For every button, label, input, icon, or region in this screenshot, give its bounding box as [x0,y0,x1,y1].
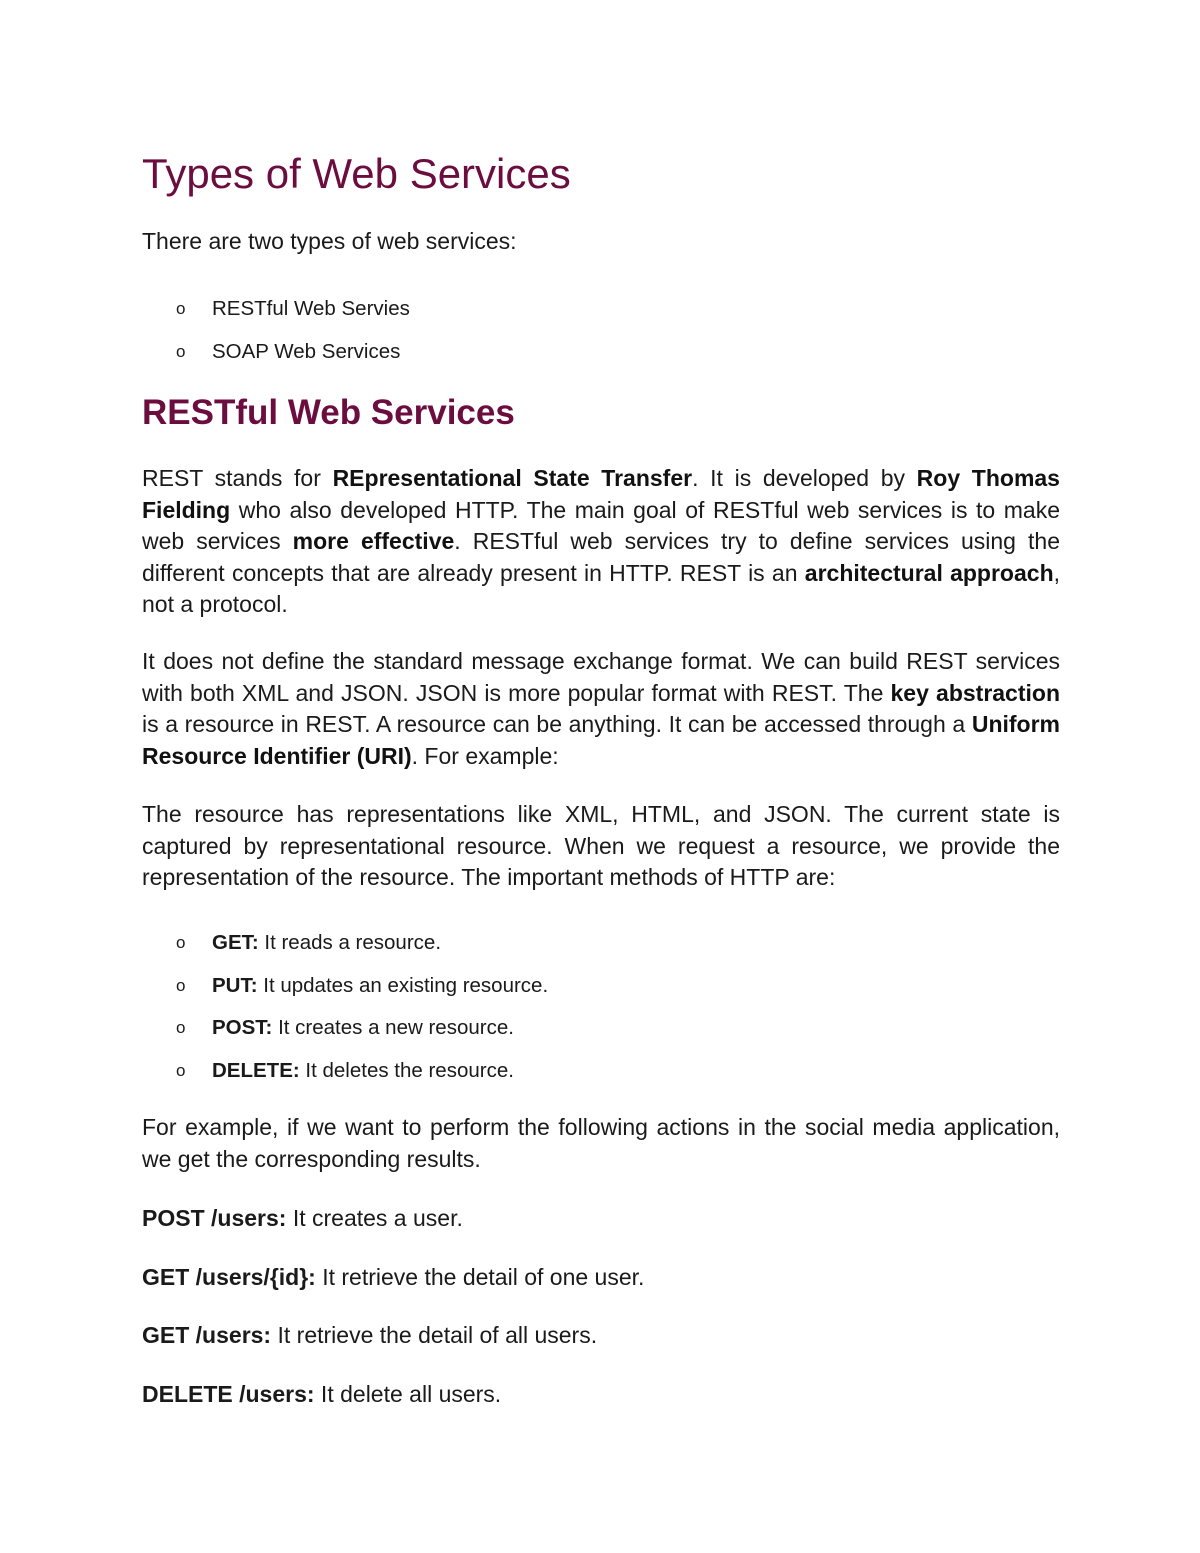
method-desc: It reads a resource. [258,931,442,954]
list-item [142,1013,1042,1056]
endpoint-route: POST /users: [142,1205,287,1231]
endpoint-desc: It delete all users. [314,1381,502,1407]
bullet-icon: o [176,933,186,952]
endpoint-desc: It creates a user. [286,1205,463,1231]
paragraph-example-intro: For example, if we want to perform the following actions in the social media application, we get the corresponding results. [142,1114,1060,1172]
list-item [142,337,1042,380]
bullet-icon: o [176,1018,186,1037]
types-list [142,294,1042,379]
endpoint-line [142,1203,463,1234]
endpoint-line [142,1262,644,1293]
endpoint-line [142,1379,501,1410]
page-title: Types of Web Services [142,150,571,197]
list-item [142,1056,1042,1099]
list-item [142,294,1042,337]
method-desc: It updates an existing resource. [257,973,549,997]
method-desc: It creates a new resource. [272,1016,514,1039]
list-item [142,971,1042,1014]
endpoint-desc: It retrieve the detail of one user. [315,1264,645,1290]
method-name: POST: [212,1016,273,1039]
endpoint-route: GET /users/{id}: [142,1264,316,1290]
paragraph-rest-definition: REST stands for REpresentational State Transfer. It is developed by Roy Thomas Fielding who also developed HTTP. The main goal of RESTful web services is to make web services more effective. RESTful web services try to define services using the different concepts that are already present in HTTP. REST is an architectural approach, not a protocol. [142,465,1061,617]
bullet-icon: o [176,975,186,995]
method-desc: It deletes the resource. [299,1058,514,1082]
paragraph-representations: The resource has representations like XML, HTML, and JSON. The current state is captured by representational resource. When we request a resource, we provide the representation of the resource. The important methods of HTTP are: [142,801,1060,890]
endpoint-line [142,1320,597,1351]
endpoint-route: GET /users: [142,1322,272,1348]
method-name: GET: [212,931,259,954]
list-item-label: RESTful Web Servies [212,297,410,320]
endpoint-route: DELETE /users: [142,1381,315,1407]
bullet-icon: o [176,1060,186,1080]
list-item [142,928,1042,971]
paragraph-rest-format: It does not define the standard message exchange format. We can build REST services with both XML and JSON. JSON is more popular format with REST. The key abstraction is a resource in REST. A resource can be anything. It can be accessed through a Uniform Resource Identifier (URI). For example: [142,648,1060,769]
section-title: RESTful Web Services [142,393,515,432]
intro-text: There are two types of web services: [142,228,517,254]
method-name: PUT: [212,973,258,997]
bullet-icon: o [176,299,186,318]
bullet-icon: o [176,341,186,361]
endpoint-desc: It retrieve the detail of all users. [271,1322,598,1348]
list-item-label: SOAP Web Services [212,339,401,363]
method-name: DELETE: [212,1058,300,1082]
http-methods-list [142,928,1042,1098]
